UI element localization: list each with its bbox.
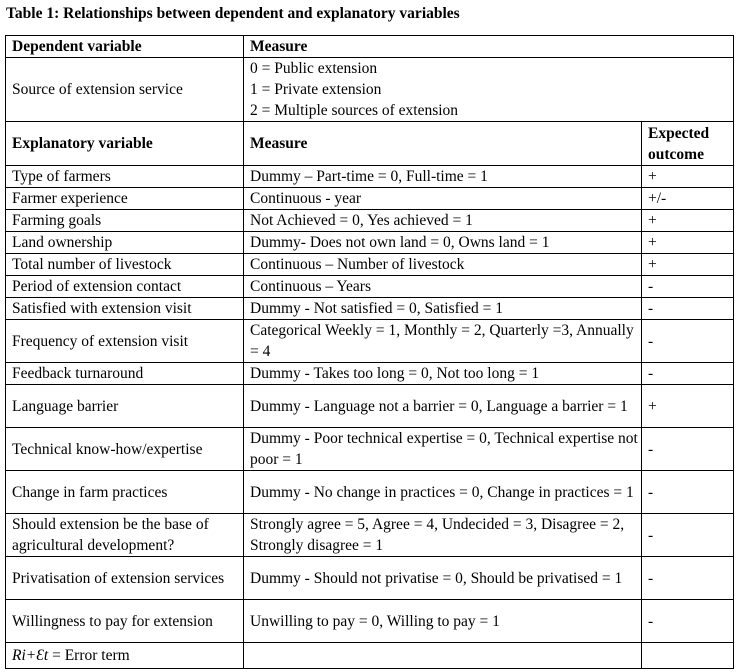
table-caption: Table 1: Relationships between dependent and explanatory variables bbox=[6, 5, 460, 22]
measure-cell: Continuous – Number of livestock bbox=[244, 254, 642, 276]
measure-cell: Dummy - No change in practices = 0, Change in practices = 1 bbox=[244, 471, 642, 514]
expected-outcome-header-line1: Expected bbox=[648, 124, 710, 142]
dependent-measure-line: 2 = Multiple sources of extension bbox=[250, 102, 459, 119]
dependent-header-row bbox=[6, 36, 734, 58]
measure-cell: Dummy - Takes too long = 0, Not too long = 1 bbox=[244, 363, 642, 385]
outcome-cell: +/- bbox=[642, 188, 734, 210]
expected-outcome-header-line2: outcome bbox=[648, 145, 704, 163]
measure-cell: Categorical Weekly = 1, Monthly = 2, Quarterly =3, Annually = 4 bbox=[244, 320, 642, 363]
table-row bbox=[6, 557, 734, 600]
outcome-cell: - bbox=[642, 514, 734, 557]
table-row bbox=[6, 471, 734, 514]
table-row bbox=[6, 254, 734, 276]
measure-cell: Unwilling to pay = 0, Willing to pay = 1 bbox=[244, 600, 642, 643]
table-row bbox=[6, 276, 734, 298]
explanatory-header-row bbox=[6, 122, 734, 166]
outcome-cell: - bbox=[642, 428, 734, 471]
variable-cell: Privatisation of extension services bbox=[6, 557, 244, 600]
error-term-description: = Error term bbox=[52, 647, 130, 664]
dependent-measure-line: 1 = Private extension bbox=[250, 81, 382, 98]
table-row bbox=[6, 428, 734, 471]
outcome-cell: + bbox=[642, 254, 734, 276]
measure-cell: Continuous - year bbox=[244, 188, 642, 210]
explanatory-measure-header: Measure bbox=[244, 122, 642, 166]
measure-cell: Dummy- Does not own land = 0, Owns land = 1 bbox=[244, 232, 642, 254]
outcome-cell: - bbox=[642, 471, 734, 514]
error-term-symbol: Ri+Ɛt bbox=[12, 647, 49, 664]
variable-cell: Satisfied with extension visit bbox=[6, 298, 244, 320]
variable-cell: Period of extension contact bbox=[6, 276, 244, 298]
outcome-cell: + bbox=[642, 210, 734, 232]
variables-table bbox=[5, 35, 734, 669]
variable-cell: Frequency of extension visit bbox=[6, 320, 244, 363]
outcome-cell: + bbox=[642, 232, 734, 254]
outcome-cell: - bbox=[642, 600, 734, 643]
table-row bbox=[6, 385, 734, 428]
measure-cell: Dummy - Language not a barrier = 0, Language a barrier = 1 bbox=[244, 385, 642, 428]
variable-cell: Feedback turnaround bbox=[6, 363, 244, 385]
table-row bbox=[6, 320, 734, 363]
outcome-cell: - bbox=[642, 298, 734, 320]
table-row bbox=[6, 166, 734, 188]
measure-cell: Continuous – Years bbox=[244, 276, 642, 298]
outcome-cell: - bbox=[642, 557, 734, 600]
measure-cell: Dummy - Not satisfied = 0, Satisfied = 1 bbox=[244, 298, 642, 320]
variable-cell: Farmer experience bbox=[6, 188, 244, 210]
variable-cell: Land ownership bbox=[6, 232, 244, 254]
dependent-variable-header: Dependent variable bbox=[6, 36, 244, 58]
table-row bbox=[6, 363, 734, 385]
empty-cell bbox=[244, 643, 642, 669]
dependent-measure-header: Measure bbox=[244, 36, 734, 58]
outcome-cell: - bbox=[642, 320, 734, 363]
dependent-measure-cell bbox=[244, 58, 734, 122]
outcome-cell: + bbox=[642, 385, 734, 428]
measure-cell: Dummy – Part-time = 0, Full-time = 1 bbox=[244, 166, 642, 188]
variable-cell: Technical know-how/expertise bbox=[6, 428, 244, 471]
dependent-row bbox=[6, 58, 734, 122]
table-row bbox=[6, 232, 734, 254]
table-row bbox=[6, 210, 734, 232]
table-row bbox=[6, 514, 734, 557]
variable-cell: Total number of livestock bbox=[6, 254, 244, 276]
expected-outcome-header bbox=[642, 122, 734, 166]
measure-cell: Dummy - Poor technical expertise = 0, Technical expertise not poor = 1 bbox=[244, 428, 642, 471]
error-term-row bbox=[6, 643, 734, 669]
variable-cell: Change in farm practices bbox=[6, 471, 244, 514]
measure-cell: Dummy - Should not privatise = 0, Should be privatised = 1 bbox=[244, 557, 642, 600]
explanatory-variable-header: Explanatory variable bbox=[6, 122, 244, 166]
measure-cell: Not Achieved = 0, Yes achieved = 1 bbox=[244, 210, 642, 232]
table-row bbox=[6, 298, 734, 320]
error-term-cell bbox=[6, 643, 244, 669]
variable-cell: Farming goals bbox=[6, 210, 244, 232]
outcome-cell: - bbox=[642, 363, 734, 385]
table-row bbox=[6, 188, 734, 210]
dependent-measure-line: 0 = Public extension bbox=[250, 60, 378, 77]
variable-cell: Willingness to pay for extension bbox=[6, 600, 244, 643]
variable-cell: Should extension be the base of agricultural development? bbox=[6, 514, 244, 557]
outcome-cell: - bbox=[642, 276, 734, 298]
dependent-variable-cell: Source of extension service bbox=[6, 58, 244, 122]
outcome-cell: + bbox=[642, 166, 734, 188]
variable-cell: Type of farmers bbox=[6, 166, 244, 188]
measure-cell: Strongly agree = 5, Agree = 4, Undecided = 3, Disagree = 2, Strongly disagree = 1 bbox=[244, 514, 642, 557]
variable-cell: Language barrier bbox=[6, 385, 244, 428]
empty-cell bbox=[642, 643, 734, 669]
table-row bbox=[6, 600, 734, 643]
